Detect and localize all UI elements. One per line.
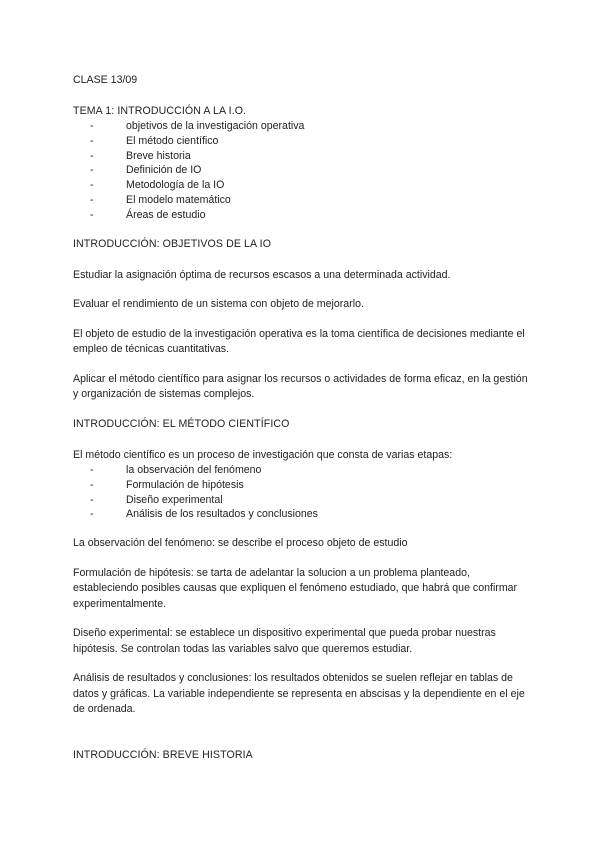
list-item-text: la observación del fenómeno: [126, 464, 262, 477]
topic-title: TEMA 1: INTRODUCCIÓN A LA I.O.: [73, 105, 247, 117]
list-item-text: Áreas de estudio: [126, 208, 206, 221]
list-item-text: Análisis de los resultados y conclusiones: [126, 508, 318, 521]
dash-bullet: -: [90, 179, 94, 192]
dash-bullet: -: [90, 120, 94, 132]
list-item-text: Formulación de hipótesis: [126, 478, 244, 491]
steps-list: [73, 463, 533, 522]
paragraph: Evaluar el rendimiento de un sistema con objeto de mejorarlo.: [73, 298, 364, 311]
list-item-text: El modelo matemático: [126, 193, 231, 206]
list-item: [90, 193, 533, 208]
paragraph: Aplicar el método científico para asignar los recursos o actividades de forma eficaz, en la gestión y organización de sistemas complejos.: [73, 372, 528, 401]
dash-bullet: -: [90, 508, 94, 521]
list-item-text: Diseño experimental: [126, 493, 223, 506]
list-item-text: Breve historia: [126, 149, 191, 162]
list-item: [90, 134, 533, 149]
list-item: [90, 493, 533, 508]
paragraph: Formulación de hipótesis: se tarta de adelantar la solucion a un problema planteado, estableciendo posibles causas que expliquen el fenómeno estudiado, que habrá que confirmar experimentalmente.: [73, 566, 518, 610]
paragraph: Diseño experimental: se establece un dispositivo experimental que pueda probar nuestras hipótesis. Se controlan todas las variables salvo que queremos estudiar.: [73, 627, 496, 655]
dash-bullet: -: [90, 208, 94, 221]
section-heading-historia: INTRODUCCIÓN: BREVE HISTORIA: [73, 748, 253, 761]
section-heading-objetivos: INTRODUCCIÓN: OBJETIVOS DE LA IO: [73, 237, 272, 250]
list-item-text: Metodología de la IO: [126, 179, 225, 192]
paragraph: El objeto de estudio de la investigación operativa es la toma científica de decisiones mediante el empleo de técnicas cuantitativas.: [73, 327, 525, 356]
dash-bullet: -: [90, 478, 94, 491]
paragraph: Estudiar la asignación óptima de recursos escasos a una determinada actividad.: [73, 268, 451, 281]
list-item-text: objetivos de la investigación operativa: [126, 120, 305, 132]
topic-list: [73, 119, 533, 223]
list-item: [90, 178, 533, 193]
paragraph: La observación del fenómeno: se describe el proceso objeto de estudio: [73, 537, 408, 550]
paragraph: Análisis de resultados y conclusiones: los resultados obtenidos se suelen reflejar en tablas de datos y gráficas. La variable independiente se representa en abscisas y la dependiente en el eje de ordenada.: [73, 672, 525, 716]
paragraph: El método científico es un proceso de investigación que consta de varias etapas:: [73, 448, 453, 461]
dash-bullet: -: [90, 493, 94, 506]
list-item-text: Definición de IO: [126, 164, 202, 177]
dash-bullet: -: [90, 193, 94, 206]
list-item: [90, 119, 533, 134]
list-item: [90, 463, 533, 478]
dash-bullet: -: [90, 164, 94, 177]
list-item: [90, 478, 533, 493]
list-item: [90, 208, 533, 223]
date-line: CLASE 13/09: [73, 74, 138, 86]
dash-bullet: -: [90, 134, 94, 147]
list-item: [90, 149, 533, 164]
dash-bullet: -: [90, 464, 94, 477]
section-heading-metodo: INTRODUCCIÓN: EL MÉTODO CIENTÍFICO: [73, 417, 290, 430]
document-page: [73, 73, 533, 763]
list-item: [90, 507, 533, 522]
list-item: [90, 163, 533, 178]
dash-bullet: -: [90, 149, 94, 162]
list-item-text: El método científico: [126, 134, 219, 147]
